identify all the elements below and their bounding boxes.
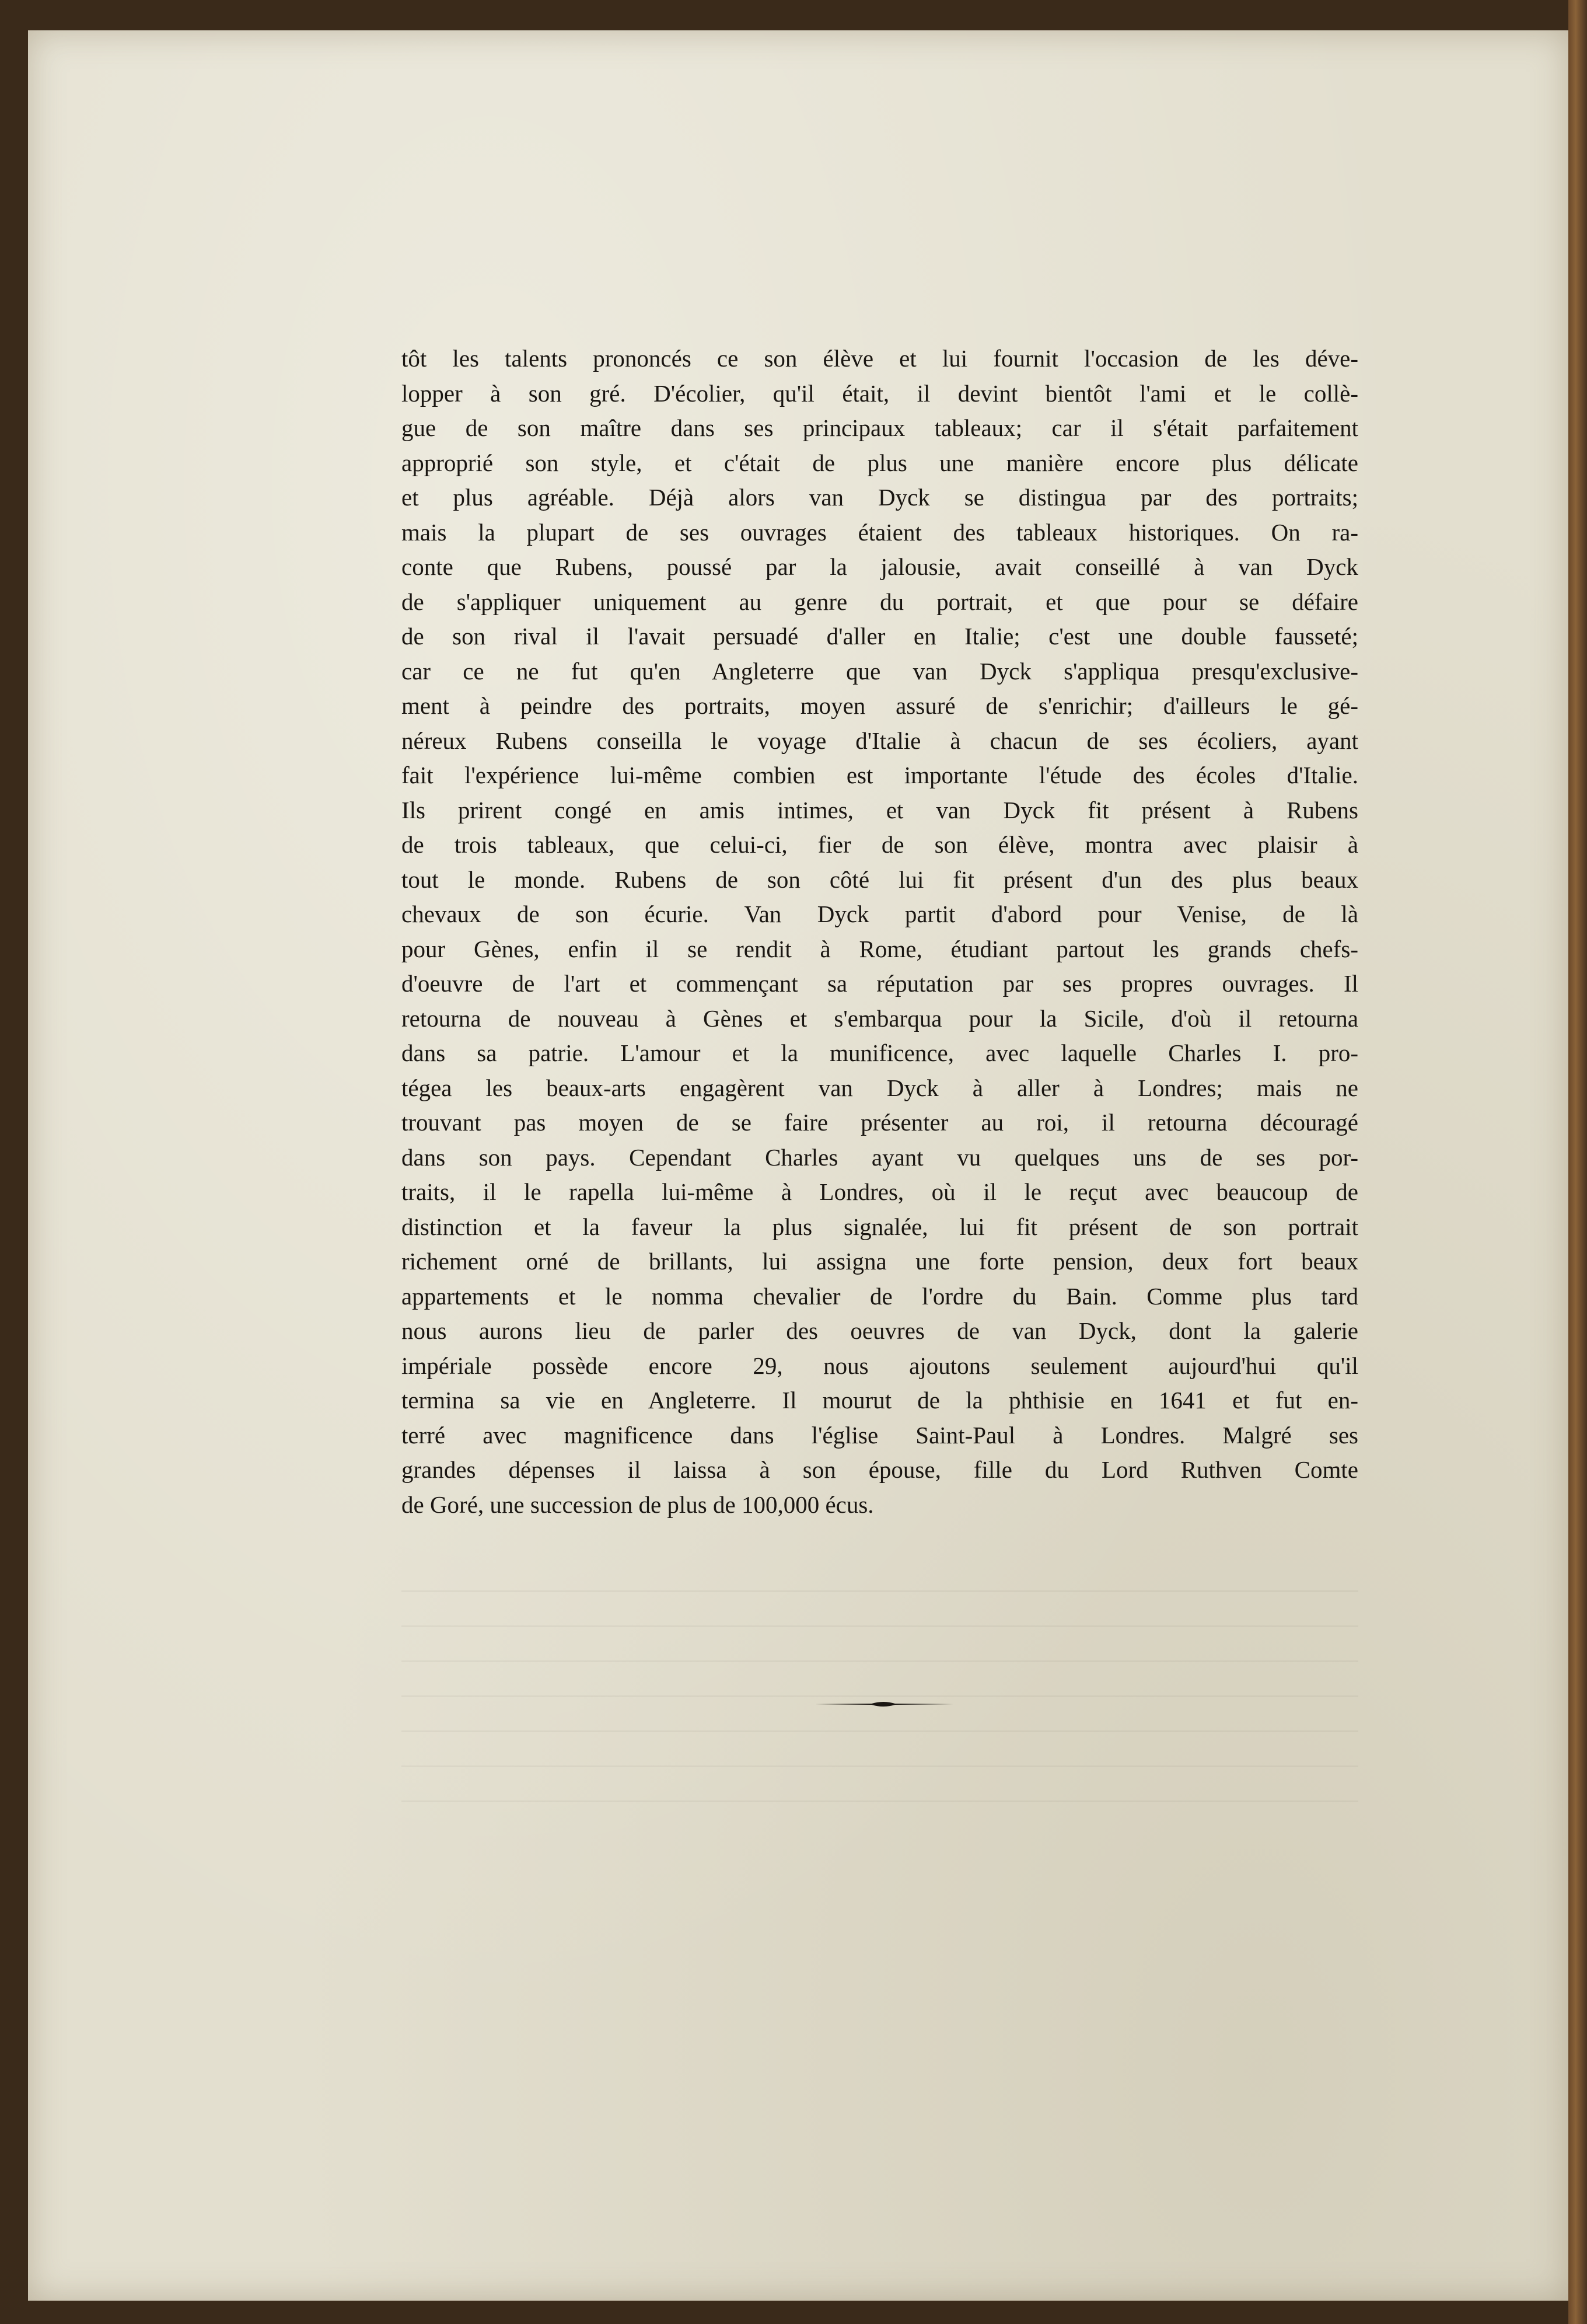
text-line: tout le monde. Rubens de son côté lui fit présent d'un des plus beaux	[401, 866, 1358, 893]
text-line: de s'appliquer uniquement au genre du portrait, et que pour se défaire	[401, 588, 1358, 615]
text-line: ment à peindre des portraits, moyen assuré de s'enrichir; d'ailleurs le gé-	[401, 692, 1358, 719]
text-line: car ce ne fut qu'en Angleterre que van Dyck s'appliqua presqu'exclusive-	[401, 657, 1358, 685]
book-binding-edge	[1568, 0, 1587, 2324]
text-line: dans son pays. Cependant Charles ayant vu quelques uns de ses por-	[401, 1143, 1358, 1171]
text-line: terré avec magnificence dans l'église Saint-Paul à Londres. Malgré ses	[401, 1421, 1358, 1449]
text-line: de trois tableaux, que celui-ci, fier de son élève, montra avec plaisir à	[401, 831, 1358, 858]
text-line: de Goré, une succession de plus de 100,000 écus.	[401, 1491, 874, 1518]
text-line: néreux Rubens conseilla le voyage d'Italie à chacun de ses écoliers, ayant	[401, 727, 1358, 754]
text-line: nous aurons lieu de parler des oeuvres de van Dyck, dont la galerie	[401, 1317, 1358, 1344]
text-line: d'oeuvre de l'art et commençant sa réputation par ses propres ouvrages. Il	[401, 970, 1358, 997]
text-line: et plus agréable. Déjà alors van Dyck se distingua par des portraits;	[401, 484, 1358, 511]
text-line: de son rival il l'avait persuadé d'aller en Italie; c'est une double fausseté;	[401, 623, 1358, 650]
text-line: grandes dépenses il laissa à son épouse, fille du Lord Ruthven Comte	[401, 1456, 1358, 1483]
text-line: termina sa vie en Angleterre. Il mourut de la phthisie en 1641 et fut en-	[401, 1387, 1358, 1414]
text-line: tégea les beaux-arts engagèrent van Dyck à aller à Londres; mais ne	[401, 1074, 1358, 1101]
text-line: approprié son style, et c'était de plus une manière encore plus délicate	[401, 449, 1358, 476]
text-line: distinction et la faveur la plus signalée, lui fit présent de son portrait	[401, 1213, 1358, 1240]
text-line: traits, il le rapella lui-même à Londres, où il le reçut avec beaucoup de	[401, 1178, 1358, 1205]
text-line: impériale possède encore 29, nous ajoutons seulement aujourd'hui qu'il	[401, 1352, 1358, 1379]
text-line: mais la plupart de ses ouvrages étaient des tableaux historiques. On ra-	[401, 518, 1358, 546]
text-line: retourna de nouveau à Gènes et s'embarqua pour la Sicile, d'où il retourna	[401, 1004, 1358, 1032]
text-line: trouvant pas moyen de se faire présenter au roi, il retourna découragé	[401, 1109, 1358, 1136]
text-line: dans sa patrie. L'amour et la munificence, avec laquelle Charles I. pro-	[401, 1039, 1358, 1066]
text-line: gue de son maître dans ses principaux tableaux; car il s'était parfaitement	[401, 414, 1358, 441]
ornamental-rule	[813, 1698, 953, 1710]
text-line: conte que Rubens, poussé par la jalousie, avait conseillé à van Dyck	[401, 553, 1358, 580]
show-through-text	[401, 1590, 1358, 1836]
body-text	[401, 341, 1358, 1522]
text-line: fait l'expérience lui-même combien est importante l'étude des écoles d'Italie.	[401, 762, 1358, 788]
text-line: lopper à son gré. D'écolier, qu'il était, il devint bientôt l'ami et le collè-	[401, 379, 1358, 407]
text-line: appartements et le nomma chevalier de l'ordre du Bain. Comme plus tard	[401, 1282, 1358, 1310]
text-line: chevaux de son écurie. Van Dyck partit d'abord pour Venise, de là	[401, 901, 1358, 927]
text-line: Ils prirent congé en amis intimes, et van Dyck fit présent à Rubens	[401, 796, 1358, 823]
text-line: richement orné de brillants, lui assigna une forte pension, deux fort beaux	[401, 1248, 1358, 1275]
text-line: tôt les talents prononcés ce son élève et lui fournit l'occasion de les déve-	[401, 345, 1358, 372]
text-line: pour Gènes, enfin il se rendit à Rome, étudiant partout les grands chefs-	[401, 935, 1358, 962]
